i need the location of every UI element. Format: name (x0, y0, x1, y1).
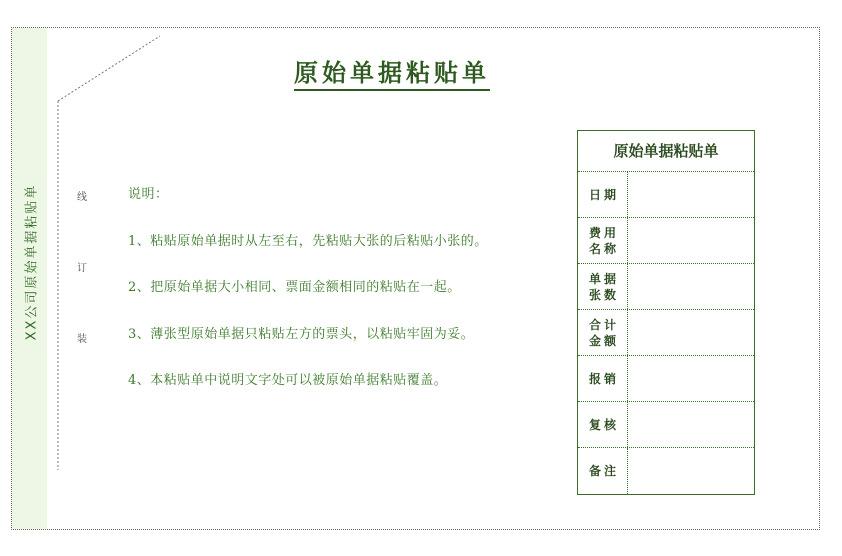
form-field-expense-name[interactable] (628, 218, 754, 263)
form-row-remarks (578, 448, 754, 494)
form-row-reimbursement (578, 356, 754, 402)
side-strip (12, 28, 47, 529)
form-field-total-amount[interactable] (628, 310, 754, 355)
form-label-date: 日期 (578, 172, 628, 217)
instruction-item-1: 1、粘贴原始单据时从左至右，先粘贴大张的后粘贴小张的。 (128, 233, 488, 249)
form-row-receipt-count (578, 264, 754, 310)
form-field-reimbursement[interactable] (628, 356, 754, 401)
form-label-expense-name: 费用名称 (578, 218, 628, 263)
form-title: 原始单据粘贴单 (578, 131, 754, 172)
form-row-expense-name (578, 218, 754, 264)
form-field-review[interactable] (628, 402, 754, 447)
receipt-sheet (11, 27, 820, 530)
form-label-reimbursement: 报销 (578, 356, 628, 401)
instructions-heading: 说明： (128, 187, 169, 202)
binding-diagonal-line (58, 36, 160, 101)
form-field-remarks[interactable] (628, 448, 754, 494)
instruction-item-2: 2、把原始单据大小相同、票面金额相同的粘贴在一起。 (128, 280, 461, 295)
binding-char-zhuang: 装 (77, 334, 87, 345)
form-row-date (578, 172, 754, 218)
binding-char-ding: 订 (77, 263, 87, 274)
page-title: 原始单据粘贴单 (294, 58, 490, 91)
form-table (577, 130, 755, 495)
form-label-receipt-count: 单据张数 (578, 264, 628, 309)
form-field-date[interactable] (628, 172, 754, 217)
form-label-remarks: 备注 (578, 448, 628, 494)
form-row-total-amount (578, 310, 754, 356)
form-label-review: 复核 (578, 402, 628, 447)
instruction-item-3: 3、薄张型原始单据只粘贴左方的票头，以粘贴牢固为妥。 (128, 326, 475, 342)
instruction-item-4: 4、本粘贴单中说明文字处可以被原始单据粘贴覆盖。 (128, 373, 448, 388)
binding-char-xian: 线 (77, 192, 87, 203)
form-label-total-amount: 合计金额 (578, 310, 628, 355)
instructions (128, 183, 488, 416)
company-side-label: XX公司原始单据粘贴单 (24, 183, 40, 341)
form-field-receipt-count[interactable] (628, 264, 754, 309)
form-row-review (578, 402, 754, 448)
